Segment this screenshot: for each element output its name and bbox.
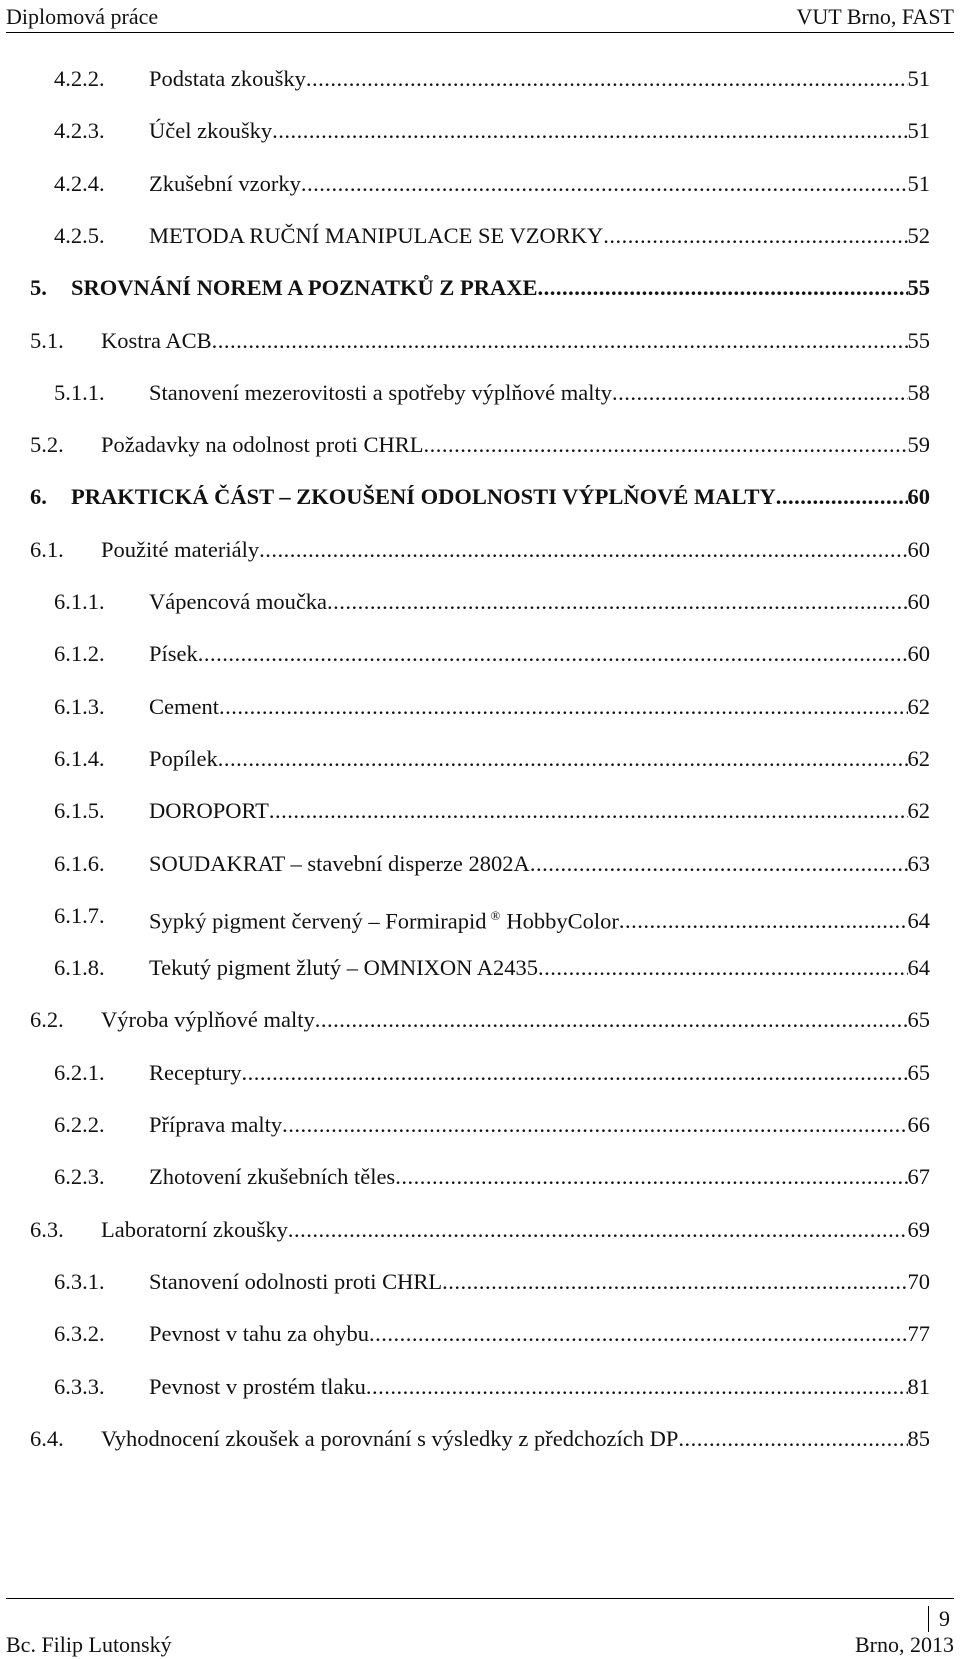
- toc-entry-title-text: Cement: [149, 693, 219, 719]
- toc-entry[interactable]: [0, 1161, 960, 1193]
- toc-entry-line: [71, 481, 930, 513]
- toc-entry-title: [101, 1423, 678, 1455]
- toc-entry-title: [101, 534, 259, 566]
- toc-entry-line: [101, 1423, 930, 1455]
- toc-entry[interactable]: [0, 481, 960, 513]
- toc-entry-page: 60: [907, 641, 930, 667]
- toc-entry-page: 81: [907, 1373, 930, 1399]
- toc-dot-leader: [219, 691, 908, 723]
- toc-entry-page: 51: [907, 118, 930, 144]
- toc-entry-line: [149, 1371, 930, 1403]
- toc-entry-page: 58: [907, 379, 930, 405]
- toc-entry[interactable]: [0, 1004, 960, 1036]
- toc-entry-number: 6.1.8.: [54, 955, 105, 981]
- toc-entry-title-text: Stanovení odolnosti proti CHRL: [149, 1268, 443, 1294]
- toc-entry-number: 4.2.2.: [54, 66, 105, 91]
- toc-entry-line: [149, 1161, 930, 1193]
- toc-entry-title: [149, 220, 603, 252]
- toc-entry-number: 6.2.3.: [54, 1164, 105, 1190]
- toc-entry-title: [149, 691, 219, 723]
- toc-entry-line: [149, 848, 930, 880]
- toc-entry-number: 6.1.: [30, 536, 64, 562]
- toc-entry-number: 6.3.2.: [54, 1321, 105, 1347]
- toc-entry-line: [149, 743, 930, 775]
- toc-entry-title-text: Písek: [149, 641, 198, 667]
- toc-entry-title-text: METODA RUČNÍ MANIPULACE SE VZORKY: [149, 222, 604, 248]
- toc-entry[interactable]: [0, 272, 960, 304]
- toc-entry[interactable]: [0, 848, 960, 880]
- toc-entry[interactable]: [0, 63, 960, 95]
- toc-entry-title-text: Výroba výplňové malty: [101, 1007, 315, 1033]
- toc-dot-leader: [198, 638, 908, 670]
- toc-entry-number: 6.1.6.: [54, 850, 105, 876]
- toc-entry-line: [149, 377, 930, 409]
- toc-entry-title-text: Laboratorní zkoušky: [101, 1216, 288, 1242]
- toc-dot-leader: [282, 1109, 907, 1141]
- toc-dot-leader: [288, 1214, 908, 1246]
- toc-entry-line: [149, 168, 930, 200]
- toc-entry-title: [149, 795, 269, 827]
- toc-entry-title: [101, 1004, 315, 1036]
- toc-dot-leader: [619, 905, 908, 937]
- toc-dot-leader: [678, 1423, 907, 1455]
- toc-entry-title-suffix: HobbyColor: [506, 908, 619, 934]
- footer-place-year: Brno, 2013: [855, 1632, 954, 1657]
- toc-entry-title: [149, 1318, 369, 1350]
- toc-entry-number: 6.1.4.: [54, 745, 105, 771]
- toc-dot-leader: [612, 377, 907, 409]
- toc-entry-number: 6.3.1.: [54, 1268, 105, 1294]
- toc-dot-leader: [327, 586, 907, 618]
- toc-entry-title: [149, 900, 619, 938]
- toc-entry-number: 4.2.5.: [54, 222, 105, 248]
- page-footer: [6, 1632, 954, 1658]
- toc-entry-page: 85: [907, 1425, 930, 1451]
- toc-entry-title: [149, 1109, 282, 1141]
- page-header: [6, 0, 954, 33]
- toc-entry[interactable]: [0, 168, 960, 200]
- toc-entry-line: [149, 1318, 930, 1350]
- toc-entry-line: [149, 586, 930, 618]
- toc-entry-page: 62: [907, 798, 930, 824]
- toc-entry-number: 6.: [30, 484, 47, 510]
- toc-entry-page: 63: [907, 850, 930, 876]
- toc-entry-title: [149, 1057, 241, 1089]
- toc-entry[interactable]: [0, 1371, 960, 1403]
- toc-entry[interactable]: [0, 1266, 960, 1298]
- toc-entry[interactable]: [0, 1214, 960, 1246]
- toc-entry-number: 6.1.3.: [54, 693, 105, 719]
- toc-entry-page: 62: [907, 745, 930, 771]
- toc-entry-number: 6.2.2.: [54, 1112, 105, 1137]
- toc-entry-title: [149, 743, 218, 775]
- toc-entry[interactable]: [0, 429, 960, 461]
- toc-entry-page: 64: [907, 908, 930, 934]
- toc-entry-page: 65: [907, 1059, 930, 1085]
- header-institution: VUT Brno, FAST: [796, 4, 954, 29]
- toc-entry-title: [149, 1371, 366, 1403]
- toc-entry-number: 6.4.: [30, 1425, 64, 1451]
- toc-entry-title: [101, 325, 212, 357]
- toc-dot-leader: [306, 63, 908, 95]
- toc-entry-page: 52: [907, 222, 930, 248]
- toc-entry-title-text: Vápencová moučka: [149, 589, 328, 614]
- toc-entry-title: [149, 638, 198, 670]
- toc-dot-leader: [423, 429, 907, 461]
- toc-entry-title: [149, 848, 530, 880]
- toc-entry-title: [149, 377, 612, 409]
- toc-entry-title: [149, 586, 327, 618]
- toc-entry-title-text: Popílek: [149, 745, 218, 771]
- toc-entry-page: 59: [907, 432, 930, 458]
- toc-entry-number: 6.1.7.: [54, 902, 105, 928]
- toc-entry[interactable]: [0, 586, 960, 618]
- toc-entry-title-text: SOUDAKRAT – stavební disperze 2802A: [149, 850, 530, 876]
- toc-entry[interactable]: [0, 377, 960, 409]
- toc-entry-number: 6.1.1.: [54, 589, 105, 614]
- toc-entry-title: [149, 1266, 442, 1298]
- toc-entry-page: 51: [907, 66, 930, 91]
- registered-mark: ®: [490, 907, 501, 923]
- toc-entry-title-text: Požadavky na odolnost proti CHRL: [101, 432, 424, 458]
- toc-entry-title-text: Použité materiály: [101, 536, 260, 562]
- toc-entry-page: 55: [907, 327, 930, 353]
- toc-entry-title: [149, 952, 538, 984]
- toc-entry-title-text: Vyhodnocení zkoušek a porovnání s výsledky z předchozích DP: [101, 1425, 679, 1451]
- toc-entry[interactable]: [0, 952, 960, 984]
- toc-entry-page: 67: [907, 1164, 930, 1190]
- toc-entry-title-text: Kostra ACB: [101, 327, 212, 353]
- header-document-type: Diplomová práce: [6, 4, 159, 29]
- toc-dot-leader: [366, 1371, 908, 1403]
- toc-entry-page: 60: [907, 536, 930, 562]
- toc-entry-number: 4.2.3.: [54, 118, 105, 144]
- toc-dot-leader: [369, 1318, 908, 1350]
- toc-dot-leader: [538, 952, 907, 984]
- toc-entry-title: [101, 429, 423, 461]
- toc-entry-line: [149, 63, 930, 95]
- toc-entry-page: 77: [907, 1321, 930, 1347]
- page-number: 9: [928, 1606, 950, 1632]
- toc-dot-leader: [272, 115, 907, 147]
- toc-entry-title-text: Podstata zkoušky: [149, 66, 306, 91]
- toc-entry-page: 60: [907, 589, 930, 614]
- toc-entry-title-text: DOROPORT: [149, 798, 269, 824]
- toc-entry-number: 6.2.: [30, 1007, 64, 1033]
- toc-entry-title: [149, 168, 301, 200]
- toc-entry-line: [149, 795, 930, 827]
- toc-entry-title-text: Stanovení mezerovitosti a spotřeby výplňové malty: [149, 379, 613, 405]
- toc-entry-number: 6.1.2.: [54, 641, 105, 667]
- toc-entry-number: 5.2.: [30, 432, 64, 458]
- toc-entry[interactable]: [0, 795, 960, 827]
- toc-entry-line: [149, 1109, 930, 1141]
- toc-entry-number: 5.1.: [30, 327, 64, 353]
- toc-dot-leader: [776, 481, 908, 513]
- toc-entry[interactable]: [0, 115, 960, 147]
- toc-entry[interactable]: [0, 638, 960, 670]
- toc-entry-number: 6.2.1.: [54, 1059, 105, 1085]
- toc-entry[interactable]: [0, 1318, 960, 1350]
- toc-entry-title-text: Tekutý pigment žlutý – OMNIXON A2435: [149, 955, 539, 981]
- toc-entry-page: 60: [907, 484, 930, 510]
- toc-entry-title: [101, 1214, 288, 1246]
- toc-entry-line: [101, 534, 930, 566]
- toc-entry-line: [149, 952, 930, 984]
- toc-entry-title: [149, 1161, 395, 1193]
- toc-entry[interactable]: [0, 900, 960, 932]
- footer-author: Bc. Filip Lutonský: [6, 1632, 172, 1657]
- toc-entry[interactable]: [0, 534, 960, 566]
- toc-entry-line: [149, 691, 930, 723]
- toc-entry[interactable]: [0, 1057, 960, 1089]
- toc-entry-title: [149, 115, 272, 147]
- toc-entry-page: 62: [907, 693, 930, 719]
- toc-dot-leader: [269, 795, 908, 827]
- toc-entry-number: 5.1.1.: [54, 379, 105, 405]
- toc-dot-leader: [395, 1161, 907, 1193]
- footer-divider: [6, 1598, 954, 1599]
- toc-entry-title-text: Účel zkoušky: [149, 118, 273, 144]
- toc-entry-title-text: Receptury: [149, 1059, 242, 1085]
- toc-entry[interactable]: [0, 220, 960, 252]
- toc-entry-number: 6.3.: [30, 1216, 64, 1242]
- toc-entry-page: 66: [907, 1112, 930, 1137]
- toc-entry-page: 70: [907, 1268, 930, 1294]
- toc-entry-page: 51: [907, 170, 930, 196]
- toc-entry-line: [149, 115, 930, 147]
- toc-entry-title-text: SROVNÁNÍ NOREM A POZNATKŮ Z PRAXE: [71, 275, 538, 301]
- toc-entry-number: 6.3.3.: [54, 1373, 105, 1399]
- toc-entry-title-text: Pevnost v prostém tlaku: [149, 1373, 366, 1399]
- toc-entry-line: [149, 1057, 930, 1089]
- toc-entry-number: 5.: [30, 275, 47, 301]
- toc-entry-title-text: Sypký pigment červený – Formirapid: [149, 908, 487, 934]
- toc-entry-title: [71, 272, 538, 304]
- toc-entry[interactable]: [0, 1423, 960, 1455]
- toc-dot-leader: [241, 1057, 907, 1089]
- toc-dot-leader: [212, 325, 908, 357]
- toc-dot-leader: [530, 848, 908, 880]
- toc-dot-leader: [259, 534, 907, 566]
- toc-entry-number: 4.2.4.: [54, 170, 105, 196]
- toc-entry-line: [149, 638, 930, 670]
- toc-entry-page: 64: [907, 955, 930, 981]
- toc-entry-page: 55: [907, 275, 930, 301]
- toc-entry[interactable]: [0, 325, 960, 357]
- toc-dot-leader: [442, 1266, 907, 1298]
- toc-entry-number: 6.1.5.: [54, 798, 105, 824]
- toc-entry-page: 69: [907, 1216, 930, 1242]
- toc-entry-title-text: PRAKTICKÁ ČÁST – ZKOUŠENÍ ODOLNOSTI VÝPLŇOVÉ MALTY: [71, 484, 776, 510]
- toc-entry-line: [101, 1214, 930, 1246]
- toc-entry[interactable]: [0, 1109, 960, 1141]
- toc-entry-line: [71, 272, 930, 304]
- toc-entry-title: [71, 481, 776, 513]
- toc-dot-leader: [538, 272, 908, 304]
- toc-entry-title-text: Příprava malty: [149, 1112, 283, 1137]
- toc-entry-page: 65: [907, 1007, 930, 1033]
- toc-entry-line: [149, 220, 930, 252]
- toc-dot-leader: [603, 220, 907, 252]
- toc-entry-line: [149, 900, 930, 938]
- toc-entry-line: [101, 1004, 930, 1036]
- toc-entry-title-text: Pevnost v tahu za ohybu: [149, 1321, 369, 1347]
- toc-entry-title: [149, 63, 306, 95]
- toc-dot-leader: [218, 743, 908, 775]
- toc-entry-line: [101, 429, 930, 461]
- toc-entry-line: [149, 1266, 930, 1298]
- toc-entry-title-text: Zkušební vzorky: [149, 170, 301, 196]
- toc-entry-title-text: Zhotovení zkušebních těles: [149, 1164, 396, 1190]
- toc-entry[interactable]: [0, 691, 960, 723]
- toc-entry[interactable]: [0, 743, 960, 775]
- toc-dot-leader: [315, 1004, 908, 1036]
- toc-entry-line: [101, 325, 930, 357]
- toc-dot-leader: [301, 168, 908, 200]
